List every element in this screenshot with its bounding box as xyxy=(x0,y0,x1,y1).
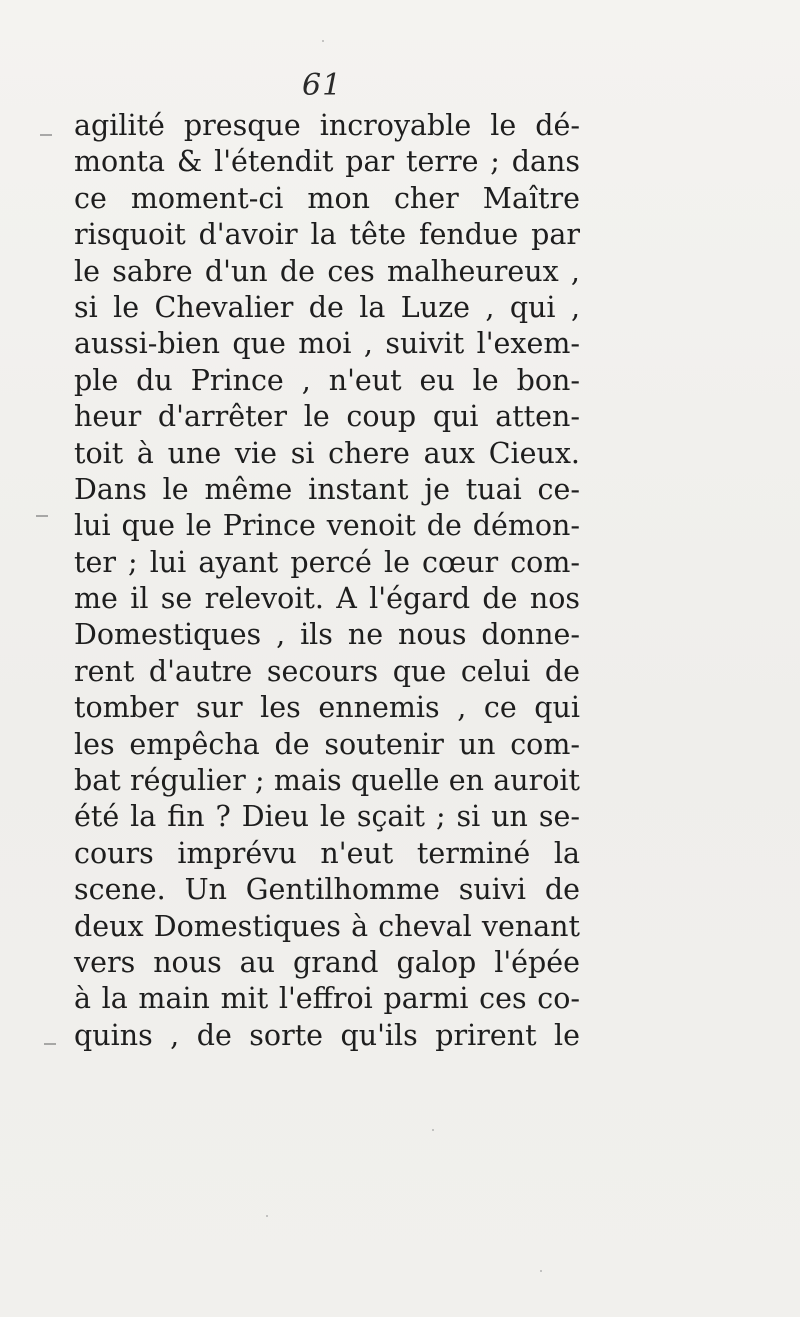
text-line: rent d'autre secours que celui de xyxy=(74,654,580,688)
text-line: tomber sur les ennemis , ce qui xyxy=(74,691,580,725)
text-line: agilité presque incroyable le dé- xyxy=(74,109,580,142)
text-line: aussi-bien que moi , suivit l'exem- xyxy=(74,327,580,361)
text-line: vers nous au grand galop l'épée xyxy=(74,945,580,979)
body-text xyxy=(74,108,580,1054)
paper-speck xyxy=(432,1129,434,1131)
text-line: ce moment-ci mon cher Maître xyxy=(74,181,580,215)
text-line: si le Chevalier de la Luze , qui , xyxy=(74,290,580,324)
text-line: quins , de sorte qu'ils prirent le xyxy=(74,1018,580,1052)
text-line: heur d'arrêter le coup qui atten- xyxy=(74,400,580,434)
margin-mark xyxy=(44,1043,56,1045)
paper-speck xyxy=(266,1215,268,1217)
text-line: Domestiques , ils ne nous donne- xyxy=(74,618,580,652)
margin-mark xyxy=(36,515,48,517)
text-line: ple du Prince , n'eut eu le bon- xyxy=(74,363,580,397)
text-line: été la fin ? Dieu le sçait ; si un se- xyxy=(74,800,580,834)
text-line: à la main mit l'effroi parmi ces co- xyxy=(74,982,580,1016)
margin-mark xyxy=(40,134,52,136)
text-line: me il se relevoit. A l'égard de nos xyxy=(74,582,580,616)
text-line: risquoit d'avoir la tête fendue par xyxy=(74,218,580,252)
text-line: les empêcha de soutenir un com- xyxy=(74,727,580,761)
text-line: le sabre d'un de ces malheureux , xyxy=(74,254,580,288)
text-line: toit à une vie si chere aux Cieux. xyxy=(74,436,580,470)
text-line: monta & l'étendit par terre ; dans xyxy=(74,145,580,179)
page-number: 61 xyxy=(302,68,343,103)
text-line: lui que le Prince venoit de démon- xyxy=(74,509,580,543)
text-line: scene. Un Gentilhomme suivi de xyxy=(74,873,580,907)
text-line: cours imprévu n'eut terminé la xyxy=(74,836,580,870)
text-line: bat régulier ; mais quelle en auroit xyxy=(74,764,580,798)
paper-speck xyxy=(540,1270,542,1272)
text-line: ter ; lui ayant percé le cœur com- xyxy=(74,545,580,579)
paper-speck xyxy=(322,40,324,42)
text-line: Dans le même instant je tuai ce- xyxy=(74,472,580,506)
text-line: deux Domestiques à cheval venant xyxy=(74,909,580,943)
